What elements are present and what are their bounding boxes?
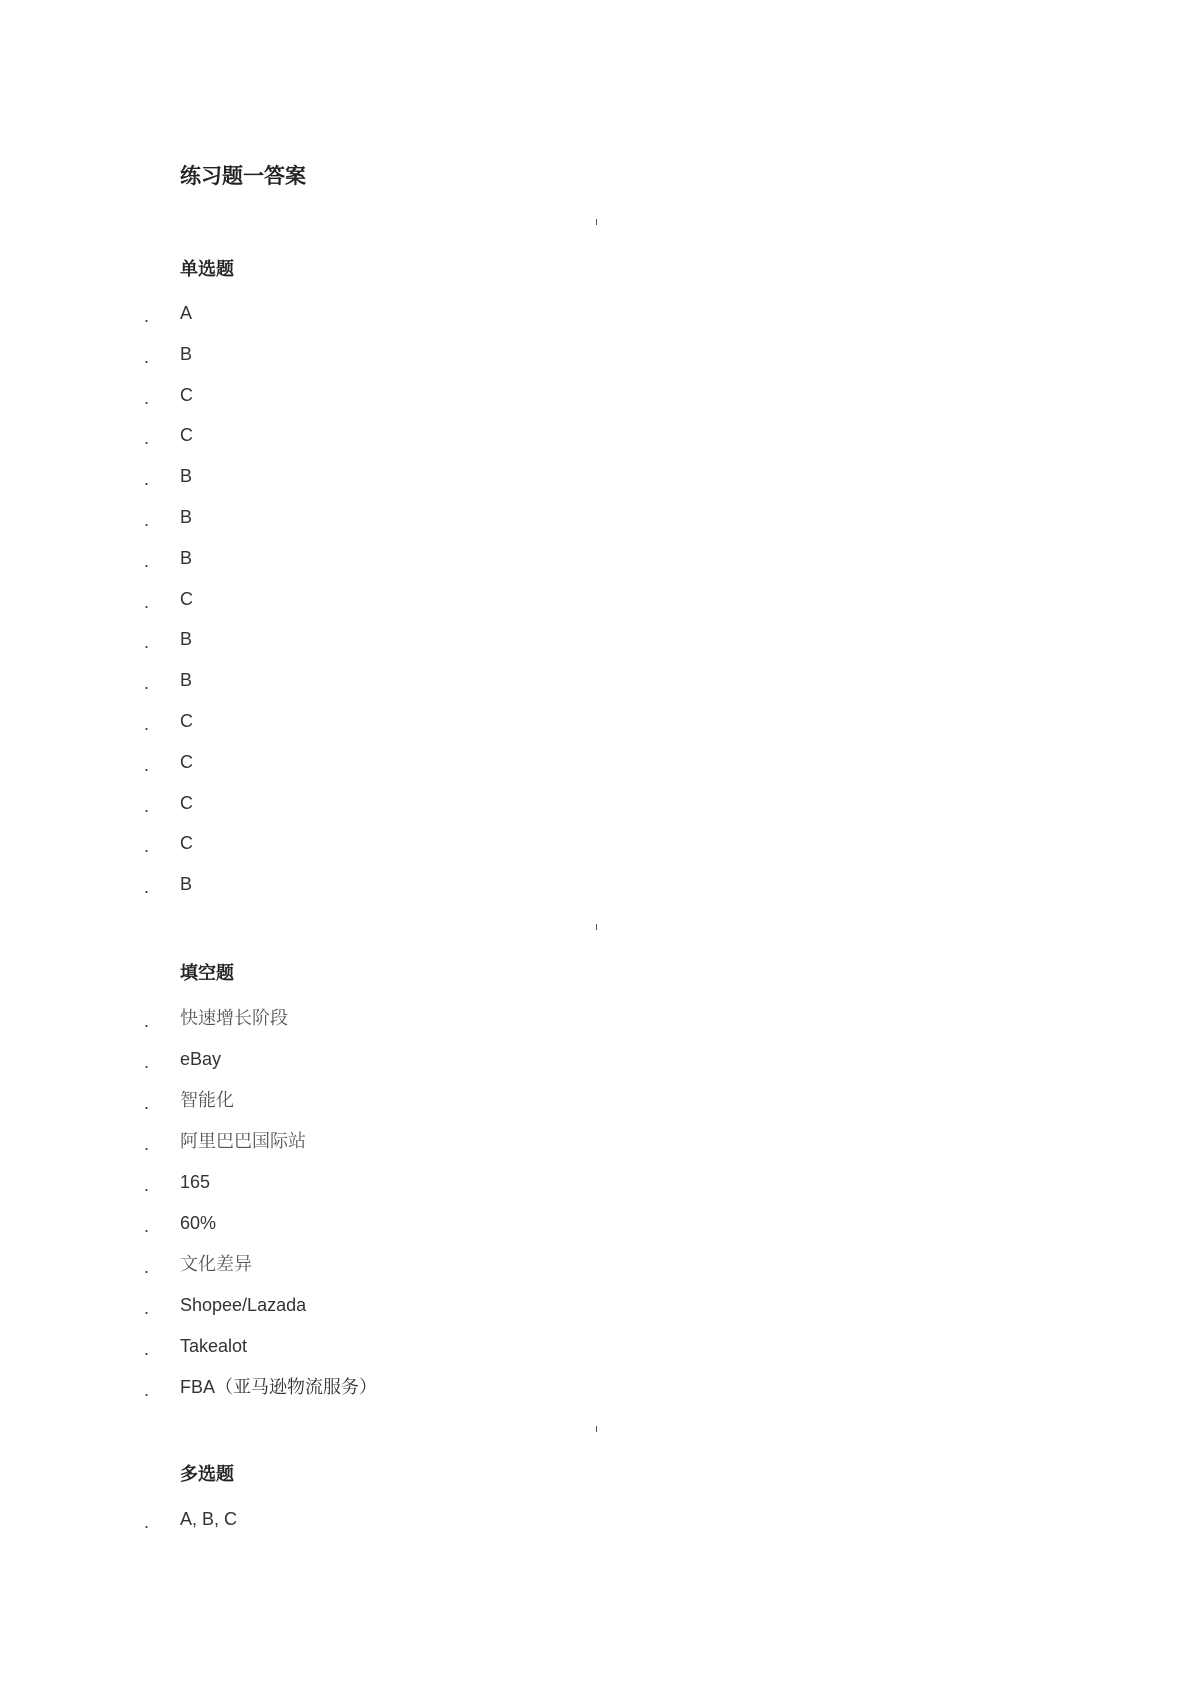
bullet-icon: . xyxy=(144,713,150,734)
section-divider-mark xyxy=(596,1426,597,1432)
bullet-icon: . xyxy=(144,1093,150,1113)
bullet-icon: . xyxy=(144,754,150,775)
bullet-icon: . xyxy=(144,1512,150,1532)
section-divider-mark xyxy=(596,924,597,930)
answer-text: C xyxy=(180,751,193,772)
section-divider-mark xyxy=(596,219,597,225)
bullet-icon: . xyxy=(144,550,150,571)
answer-text: 智能化 xyxy=(180,1090,234,1111)
answer-text: 165 xyxy=(180,1172,211,1192)
bullet-icon: . xyxy=(144,387,150,408)
bullet-icon: . xyxy=(144,632,150,653)
answer-text: 文化差异 xyxy=(180,1254,252,1275)
bullet-icon: . xyxy=(144,469,150,490)
answer-text: C xyxy=(180,792,193,813)
section-heading-single-choice: 单选题 xyxy=(180,259,234,279)
answer-text: B xyxy=(180,670,193,691)
bullet-icon: . xyxy=(144,1339,150,1359)
answer-text: A, B, C xyxy=(180,1509,238,1529)
section-heading-multiple-choice: 多选题 xyxy=(180,1464,234,1484)
section-heading-fill-in-blank: 填空题 xyxy=(180,963,234,983)
answer-text: eBay xyxy=(180,1049,222,1069)
answer-text: C xyxy=(180,588,193,609)
bullet-icon: . xyxy=(144,509,150,530)
answer-text: Shopee/Lazada xyxy=(180,1295,307,1315)
answer-text: C xyxy=(180,833,193,854)
bullet-icon: . xyxy=(144,1298,150,1318)
answer-text: B xyxy=(180,343,193,364)
answer-text: B xyxy=(180,466,193,487)
bullet-icon: . xyxy=(144,795,150,816)
answer-text: Takealot xyxy=(180,1336,248,1356)
bullet-icon: . xyxy=(144,306,150,326)
bullet-icon: . xyxy=(144,877,150,898)
document-title: 练习题一答案 xyxy=(180,165,306,188)
bullet-icon: . xyxy=(144,1134,150,1154)
answer-text: C xyxy=(180,425,193,446)
bullet-icon: . xyxy=(144,836,150,857)
answer-text: C xyxy=(180,384,193,405)
answer-text: 60% xyxy=(180,1213,217,1233)
answer-text: B xyxy=(180,547,193,568)
answer-text: A xyxy=(180,303,193,323)
answer-text: C xyxy=(180,710,193,731)
bullet-icon: . xyxy=(144,1011,150,1031)
bullet-icon: . xyxy=(144,1257,150,1277)
bullet-icon: . xyxy=(144,346,150,367)
answer-text: 阿里巴巴国际站 xyxy=(180,1131,306,1152)
bullet-icon: . xyxy=(144,673,150,694)
bullet-icon: . xyxy=(144,591,150,612)
answer-text: B xyxy=(180,506,193,527)
answer-text: FBA（亚马逊物流服务） xyxy=(180,1377,378,1397)
answer-text: B xyxy=(180,629,193,650)
bullet-icon: . xyxy=(144,1175,150,1195)
bullet-icon: . xyxy=(144,1216,150,1236)
bullet-icon: . xyxy=(144,428,150,449)
answer-text: 快速增长阶段 xyxy=(180,1008,288,1029)
bullet-icon: . xyxy=(144,1052,150,1072)
bullet-icon: . xyxy=(144,1380,150,1400)
answer-text: B xyxy=(180,874,193,895)
